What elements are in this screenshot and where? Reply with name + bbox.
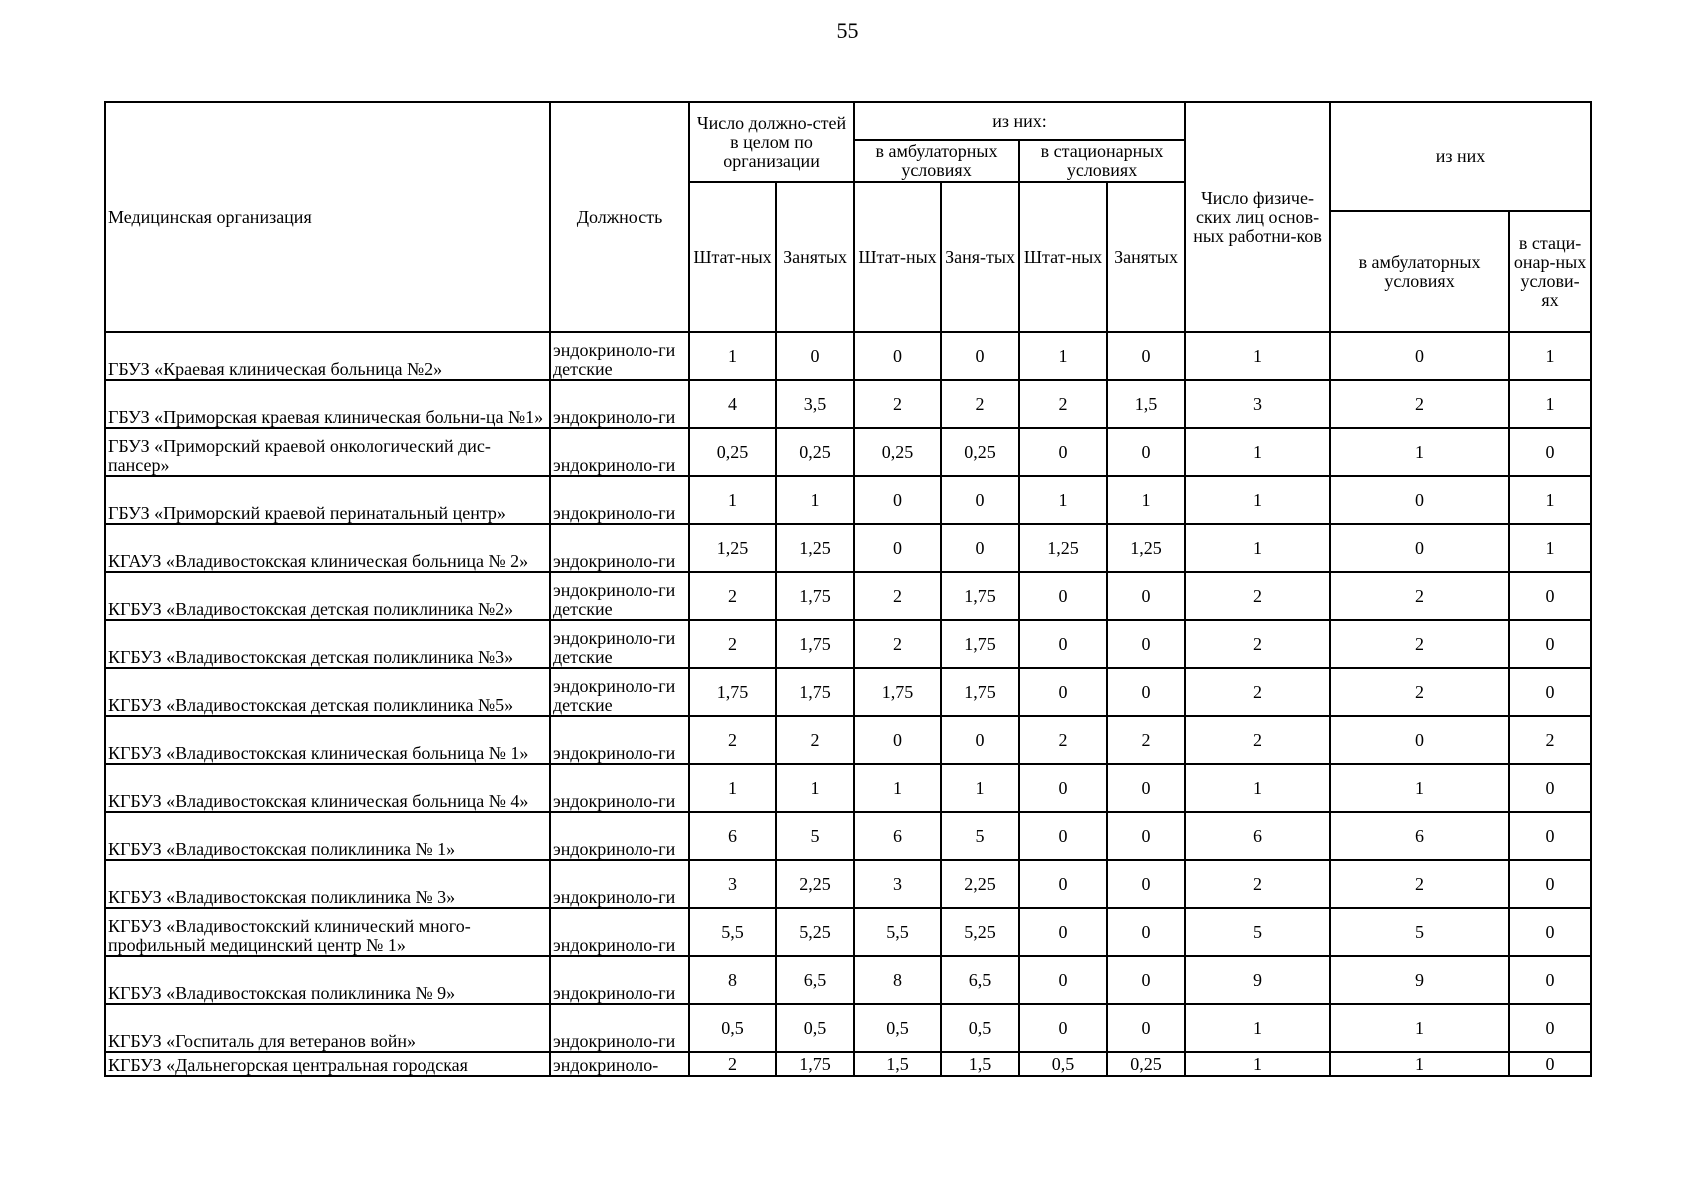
value-cell: 1 [689, 764, 776, 812]
page-number: 55 [836, 18, 859, 43]
value-cell: 2 [854, 380, 941, 428]
value-cell: 0,25 [1107, 1052, 1185, 1076]
organization-cell: КГБУЗ «Владивостокская детская поликлиника №5» [105, 668, 550, 716]
value-cell: 1 [1185, 1052, 1330, 1076]
value-cell: 1,75 [776, 668, 854, 716]
value-cell: 0 [1107, 668, 1185, 716]
header-staff-total: Штат-ных [689, 182, 776, 332]
value-cell: 2 [1185, 860, 1330, 908]
table-row [105, 428, 1591, 476]
value-cell: 0,25 [689, 428, 776, 476]
value-cell: 0 [1509, 1052, 1591, 1076]
value-cell: 1,25 [1019, 524, 1107, 572]
value-cell: 0 [1019, 956, 1107, 1004]
value-cell: 1,5 [941, 1052, 1019, 1076]
table-row [105, 380, 1591, 428]
value-cell: 1,25 [1107, 524, 1185, 572]
value-cell: 5 [776, 812, 854, 860]
organization-cell: КГБУЗ «Владивостокская клиническая больница № 4» [105, 764, 550, 812]
value-cell: 1 [1185, 332, 1330, 380]
organization-cell: КГБУЗ «Владивостокская поликлиника № 9» [105, 956, 550, 1004]
value-cell: 1 [1509, 524, 1591, 572]
value-cell: 5 [1185, 908, 1330, 956]
table-row [105, 956, 1591, 1004]
value-cell: 1 [1185, 1004, 1330, 1052]
value-cell: 0 [1107, 812, 1185, 860]
table-row [105, 812, 1591, 860]
value-cell: 6 [689, 812, 776, 860]
value-cell: 1,75 [941, 668, 1019, 716]
value-cell: 0,25 [776, 428, 854, 476]
organization-cell: КГБУЗ «Владивостокский клинический много-профильный медицинский центр № 1» [105, 908, 550, 956]
value-cell: 0 [1107, 620, 1185, 668]
value-cell: 3 [689, 860, 776, 908]
value-cell: 2 [1509, 716, 1591, 764]
header-outpatient: в амбулаторных условиях [854, 140, 1019, 182]
value-cell: 0 [1107, 572, 1185, 620]
value-cell: 1,75 [776, 1052, 854, 1076]
organization-cell: КГБУЗ «Владивостокская детская поликлиника №3» [105, 620, 550, 668]
value-cell: 1 [1107, 476, 1185, 524]
value-cell: 0 [854, 332, 941, 380]
value-cell: 0 [941, 716, 1019, 764]
value-cell: 0 [1107, 956, 1185, 1004]
value-cell: 5,5 [689, 908, 776, 956]
value-cell: 1 [854, 764, 941, 812]
value-cell: 1,75 [854, 668, 941, 716]
value-cell: 1 [689, 476, 776, 524]
position-cell: эндокриноло-ги детские [550, 668, 689, 716]
value-cell: 5,25 [941, 908, 1019, 956]
value-cell: 1 [1509, 380, 1591, 428]
table-row [105, 572, 1591, 620]
value-cell: 0 [1019, 572, 1107, 620]
value-cell: 0 [1509, 764, 1591, 812]
position-cell: эндокриноло-ги [550, 1004, 689, 1052]
table-row [105, 668, 1591, 716]
value-cell: 2 [689, 1052, 776, 1076]
value-cell: 0 [854, 716, 941, 764]
value-cell: 2 [1019, 380, 1107, 428]
value-cell: 0 [941, 476, 1019, 524]
position-cell: эндокриноло- [550, 1052, 689, 1076]
value-cell: 3 [1185, 380, 1330, 428]
position-cell: эндокриноло-ги [550, 524, 689, 572]
organization-cell: КГАУЗ «Владивостокская клиническая больница № 2» [105, 524, 550, 572]
staffing-table [104, 101, 1592, 1077]
position-cell: эндокриноло-ги детские [550, 620, 689, 668]
value-cell: 0 [1107, 332, 1185, 380]
value-cell: 4 [689, 380, 776, 428]
value-cell: 5 [941, 812, 1019, 860]
position-cell: эндокриноло-ги [550, 428, 689, 476]
value-cell: 1,75 [941, 620, 1019, 668]
organization-cell: ГБУЗ «Приморская краевая клиническая больни-ца №1» [105, 380, 550, 428]
value-cell: 0,25 [941, 428, 1019, 476]
value-cell: 2 [689, 716, 776, 764]
value-cell: 1 [1330, 428, 1509, 476]
value-cell: 2 [1330, 380, 1509, 428]
value-cell: 0 [1330, 716, 1509, 764]
value-cell: 0 [1019, 1004, 1107, 1052]
organization-cell: ГБУЗ «Приморский краевой перинатальный центр» [105, 476, 550, 524]
value-cell: 2 [1185, 572, 1330, 620]
table-row [105, 716, 1591, 764]
value-cell: 1 [1185, 428, 1330, 476]
organization-cell: КГБУЗ «Дальнегорская центральная городская [105, 1052, 550, 1076]
value-cell: 1,25 [689, 524, 776, 572]
value-cell: 0 [1107, 428, 1185, 476]
value-cell: 0 [941, 524, 1019, 572]
value-cell: 1 [1185, 524, 1330, 572]
organization-cell: КГБУЗ «Владивостокская клиническая больница № 1» [105, 716, 550, 764]
header-inpatient: в стационарных условиях [1019, 140, 1185, 182]
organization-cell: КГБУЗ «Владивостокская поликлиника № 1» [105, 812, 550, 860]
value-cell: 2,25 [776, 860, 854, 908]
value-cell: 1 [1509, 476, 1591, 524]
header-outpatient2: в амбулаторных условиях [1330, 211, 1509, 332]
table-row [105, 524, 1591, 572]
value-cell: 0 [1019, 668, 1107, 716]
value-cell: 6 [1330, 812, 1509, 860]
value-cell: 0 [941, 332, 1019, 380]
position-cell: эндокриноло-ги [550, 908, 689, 956]
value-cell: 0 [1330, 332, 1509, 380]
value-cell: 0,5 [941, 1004, 1019, 1052]
value-cell: 0 [1509, 1004, 1591, 1052]
value-cell: 1,25 [776, 524, 854, 572]
value-cell: 0 [1107, 1004, 1185, 1052]
value-cell: 1,75 [776, 572, 854, 620]
value-cell: 0 [1509, 812, 1591, 860]
value-cell: 2 [1019, 716, 1107, 764]
value-cell: 2 [1185, 668, 1330, 716]
value-cell: 1 [1019, 476, 1107, 524]
table-row [105, 1052, 1591, 1076]
position-cell: эндокриноло-ги детские [550, 332, 689, 380]
organization-cell: КГБУЗ «Госпиталь для ветеранов войн» [105, 1004, 550, 1052]
value-cell: 0 [1019, 764, 1107, 812]
value-cell: 1,75 [941, 572, 1019, 620]
value-cell: 0 [1019, 812, 1107, 860]
position-cell: эндокриноло-ги детские [550, 572, 689, 620]
header-organization: Медицинская организация [105, 102, 550, 332]
value-cell: 0 [1107, 764, 1185, 812]
table-row [105, 764, 1591, 812]
organization-cell: КГБУЗ «Владивостокская поликлиника № 3» [105, 860, 550, 908]
value-cell: 0 [1330, 476, 1509, 524]
header-staff-inpatient: Штат-ных [1019, 182, 1107, 332]
organization-cell: КГБУЗ «Владивостокская детская поликлиника №2» [105, 572, 550, 620]
value-cell: 5 [1330, 908, 1509, 956]
value-cell: 6,5 [941, 956, 1019, 1004]
value-cell: 0 [776, 332, 854, 380]
position-cell: эндокриноло-ги [550, 860, 689, 908]
value-cell: 8 [689, 956, 776, 1004]
value-cell: 0 [1509, 620, 1591, 668]
value-cell: 8 [854, 956, 941, 1004]
value-cell: 1 [1509, 332, 1591, 380]
table-row [105, 620, 1591, 668]
value-cell: 0 [1019, 908, 1107, 956]
value-cell: 9 [1185, 956, 1330, 1004]
value-cell: 0 [1509, 956, 1591, 1004]
value-cell: 1,75 [776, 620, 854, 668]
position-cell: эндокриноло-ги [550, 716, 689, 764]
value-cell: 0 [1019, 860, 1107, 908]
value-cell: 5,25 [776, 908, 854, 956]
value-cell: 0 [1509, 428, 1591, 476]
header-inpatient2: в стаци-онар-ных услови-ях [1509, 211, 1591, 332]
value-cell: 0 [1107, 908, 1185, 956]
value-cell: 2 [689, 620, 776, 668]
position-cell: эндокриноло-ги [550, 956, 689, 1004]
value-cell: 2 [689, 572, 776, 620]
value-cell: 1 [776, 476, 854, 524]
header-occupied-total: Занятых [776, 182, 854, 332]
value-cell: 2,25 [941, 860, 1019, 908]
value-cell: 0,25 [854, 428, 941, 476]
value-cell: 2 [1330, 572, 1509, 620]
value-cell: 0 [854, 524, 941, 572]
header-staff-outpatient: Штат-ных [854, 182, 941, 332]
value-cell: 1 [1019, 332, 1107, 380]
value-cell: 2 [1330, 620, 1509, 668]
header-of-them2: из них [1330, 102, 1591, 211]
table-row [105, 908, 1591, 956]
position-cell: эндокриноло-ги [550, 476, 689, 524]
value-cell: 2 [854, 620, 941, 668]
value-cell: 0 [1107, 860, 1185, 908]
value-cell: 1,5 [854, 1052, 941, 1076]
value-cell: 0,5 [1019, 1052, 1107, 1076]
position-cell: эндокриноло-ги [550, 764, 689, 812]
value-cell: 0 [1330, 524, 1509, 572]
header-occupied-inpatient: Занятых [1107, 182, 1185, 332]
value-cell: 2 [1185, 620, 1330, 668]
value-cell: 0,5 [776, 1004, 854, 1052]
value-cell: 5,5 [854, 908, 941, 956]
value-cell: 1 [1330, 1004, 1509, 1052]
value-cell: 2 [854, 572, 941, 620]
value-cell: 0 [1509, 860, 1591, 908]
organization-cell: ГБУЗ «Краевая клиническая больница №2» [105, 332, 550, 380]
value-cell: 0 [1509, 668, 1591, 716]
value-cell: 3,5 [776, 380, 854, 428]
value-cell: 2 [776, 716, 854, 764]
value-cell: 2 [1330, 668, 1509, 716]
table-row [105, 860, 1591, 908]
value-cell: 1,75 [689, 668, 776, 716]
value-cell: 1 [941, 764, 1019, 812]
value-cell: 1 [689, 332, 776, 380]
value-cell: 2 [1107, 716, 1185, 764]
value-cell: 3 [854, 860, 941, 908]
value-cell: 1 [1185, 476, 1330, 524]
table-row [105, 332, 1591, 380]
value-cell: 1 [1185, 764, 1330, 812]
organization-cell: ГБУЗ «Приморский краевой онкологический дис-пансер» [105, 428, 550, 476]
header-position: Должность [550, 102, 689, 332]
value-cell: 0 [1019, 620, 1107, 668]
header-individuals: Число физиче-ских лиц основ-ных работни-ков [1185, 102, 1330, 332]
table-row [105, 476, 1591, 524]
value-cell: 0,5 [689, 1004, 776, 1052]
value-cell: 1 [776, 764, 854, 812]
value-cell: 0 [1509, 908, 1591, 956]
header-total-positions: Число должно-стей в целом по организации [689, 102, 854, 182]
value-cell: 2 [941, 380, 1019, 428]
table-body [105, 332, 1591, 1076]
value-cell: 6 [854, 812, 941, 860]
value-cell: 6 [1185, 812, 1330, 860]
value-cell: 0 [1509, 572, 1591, 620]
value-cell: 2 [1185, 716, 1330, 764]
value-cell: 9 [1330, 956, 1509, 1004]
value-cell: 2 [1330, 860, 1509, 908]
header-occupied-outpatient: Заня-тых [941, 182, 1019, 332]
value-cell: 0 [1019, 428, 1107, 476]
header-of-them: из них: [854, 102, 1185, 140]
position-cell: эндокриноло-ги [550, 380, 689, 428]
value-cell: 1 [1330, 764, 1509, 812]
value-cell: 1 [1330, 1052, 1509, 1076]
value-cell: 1,5 [1107, 380, 1185, 428]
table-row [105, 1004, 1591, 1052]
value-cell: 0 [854, 476, 941, 524]
value-cell: 6,5 [776, 956, 854, 1004]
value-cell: 0,5 [854, 1004, 941, 1052]
position-cell: эндокриноло-ги [550, 812, 689, 860]
